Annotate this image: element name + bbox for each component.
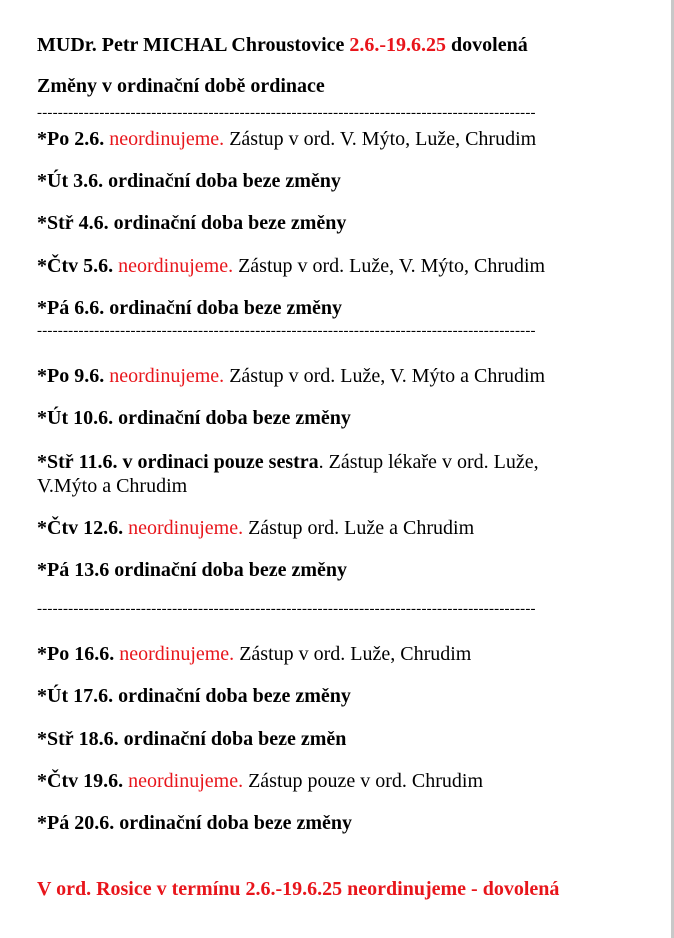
document-title bbox=[37, 33, 528, 57]
footer-notice: V ord. Rosice v termínu 2.6.-19.6.25 neordinujeme - dovolená bbox=[37, 878, 560, 900]
entry-ctv-19-6 bbox=[37, 769, 483, 793]
title-dates: 2.6.-19.6.25 bbox=[349, 34, 447, 56]
entry-status: neordinujeme. bbox=[104, 365, 225, 387]
document-subtitle: Změny v ordinační době ordinace bbox=[37, 75, 325, 97]
entry-ut-3-6: *Út 3.6. ordinační doba beze změny bbox=[37, 170, 341, 192]
title-suffix: dovolená bbox=[451, 34, 528, 56]
entry-pa-20-6: *Pá 20.6. ordinační doba beze změny bbox=[37, 812, 352, 834]
entry-day: *Po 16.6. bbox=[37, 643, 115, 665]
entry-po-16-6 bbox=[37, 642, 471, 666]
entry-str-11-6-cont: V.Mýto a Chrudim bbox=[37, 475, 188, 497]
entry-po-9-6 bbox=[37, 364, 545, 388]
entry-note: Zástup ord. Luže a Chrudim bbox=[243, 517, 475, 539]
entry-day: *Po 2.6. bbox=[37, 128, 105, 150]
entry-ut-10-6: *Út 10.6. ordinační doba beze změny bbox=[37, 407, 351, 429]
entry-day: *Po 9.6. bbox=[37, 365, 105, 387]
entry-ctv-12-6 bbox=[37, 516, 474, 540]
entry-status: neordinujeme. bbox=[123, 517, 244, 539]
entry-pa-6-6: *Pá 6.6. ordinační doba beze změny bbox=[37, 297, 342, 319]
separator-3: ------------------------------------------------------------------------------------------------ bbox=[37, 603, 536, 615]
entry-note: . Zástup lékaře v ord. Luže, bbox=[318, 451, 539, 473]
separator-2: ------------------------------------------------------------------------------------------------ bbox=[37, 325, 536, 337]
entry-ctv-5-6 bbox=[37, 254, 545, 278]
entry-note: Zástup v ord. V. Mýto, Luže, Chrudim bbox=[224, 128, 537, 150]
entry-day: *Čtv 5.6. bbox=[37, 255, 114, 277]
entry-status: neordinujeme. bbox=[123, 770, 244, 792]
entry-day: *Stř 11.6. v ordinaci pouze sestra bbox=[37, 451, 319, 473]
entry-status: neordinujeme. bbox=[104, 128, 225, 150]
entry-day: *Čtv 12.6. bbox=[37, 517, 124, 539]
entry-status: neordinujeme. bbox=[113, 255, 234, 277]
entry-note: Zástup v ord. Luže, V. Mýto, Chrudim bbox=[233, 255, 546, 277]
entry-note: Zástup v ord. Luže, V. Mýto a Chrudim bbox=[224, 365, 546, 387]
entry-status: neordinujeme. bbox=[114, 643, 235, 665]
entry-str-4-6: *Stř 4.6. ordinační doba beze změny bbox=[37, 212, 347, 234]
entry-note: Zástup pouze v ord. Chrudim bbox=[243, 770, 484, 792]
entry-note: Zástup v ord. Luže, Chrudim bbox=[234, 643, 472, 665]
entry-ut-17-6: *Út 17.6. ordinační doba beze změny bbox=[37, 685, 351, 707]
entry-pa-13-6: *Pá 13.6 ordinační doba beze změny bbox=[37, 559, 347, 581]
entry-str-18-6: *Stř 18.6. ordinační doba beze změn bbox=[37, 728, 347, 750]
title-name: MUDr. Petr MICHAL Chroustovice bbox=[37, 34, 345, 56]
entry-day: *Čtv 19.6. bbox=[37, 770, 124, 792]
entry-str-11-6 bbox=[37, 450, 539, 474]
separator-1: ------------------------------------------------------------------------------------------------ bbox=[37, 107, 536, 119]
entry-po-2-6 bbox=[37, 127, 536, 151]
